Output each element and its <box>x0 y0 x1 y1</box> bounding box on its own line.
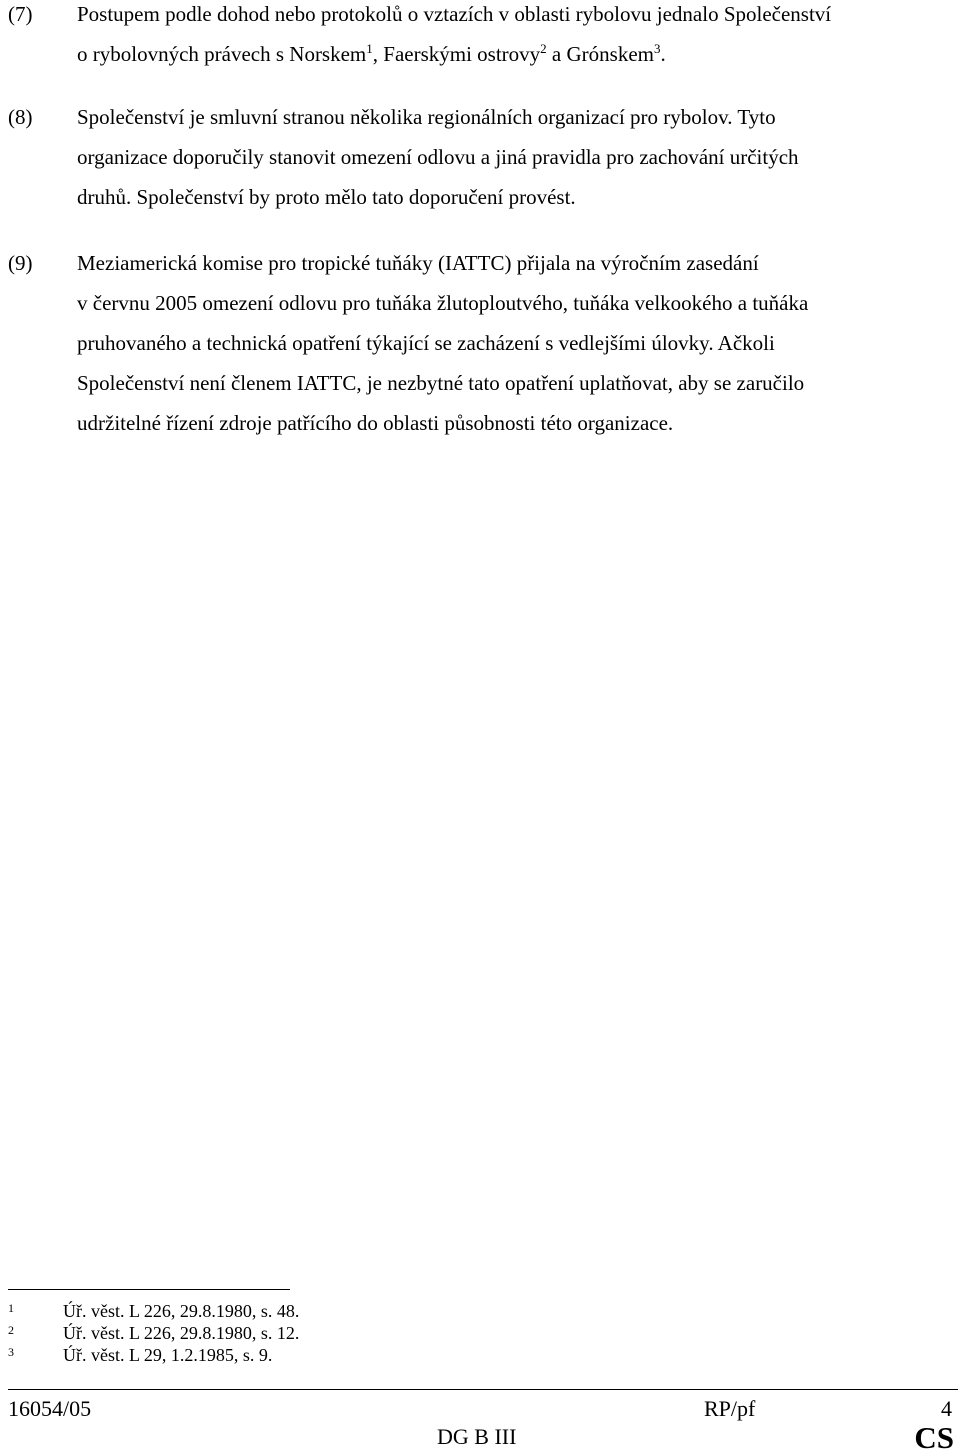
footnote-text: Úř. věst. L 29, 1.2.1985, s. 9. <box>63 1345 273 1365</box>
footer-separator <box>8 1389 958 1390</box>
text-line: udržitelné řízení zdroje patřícího do oblasti působnosti této organizace. <box>77 411 674 435</box>
footnote-number: 1 <box>8 1301 14 1315</box>
directorate-general: DG B III <box>437 1424 517 1449</box>
text-line: Postupem podle dohod nebo protokolů o vztazích v oblasti rybolovu jednalo Společenství <box>77 2 832 26</box>
footnote-text: Úř. věst. L 226, 29.8.1980, s. 12. <box>63 1323 300 1343</box>
footnote-separator <box>8 1289 290 1290</box>
text-segment: a Grónskem <box>546 42 654 66</box>
text-segment: , Faerskými ostrovy <box>372 42 541 66</box>
footnote-ref-3[interactable]: 3 <box>653 41 661 56</box>
paragraph-number: (7) <box>8 2 33 26</box>
language-code: CS <box>914 1420 954 1455</box>
paragraph-number: (8) <box>8 105 33 129</box>
text-line: Společenství je smluvní stranou několika regionálních organizací pro rybolov. Tyto <box>77 105 776 129</box>
text-line: organizace doporučily stanovit omezení odlovu a jiná pravidla pro zachování určitých <box>77 145 799 169</box>
text-line: Meziamerická komise pro tropické tuňáky (IATTC) přijala na výročním zasedání <box>77 251 759 275</box>
text-segment: . <box>660 42 666 66</box>
footnote-number: 2 <box>8 1323 14 1337</box>
footnote-ref-1[interactable]: 1 <box>366 41 373 56</box>
text-line: Společenství není členem IATTC, je nezbytné tato opatření uplatňovat, aby se zaručilo <box>77 371 805 395</box>
paragraph-text <box>77 0 937 74</box>
author-initials: RP/pf <box>704 1396 756 1421</box>
footnote-2 <box>8 1323 908 1347</box>
text-line <box>77 34 937 74</box>
footnote-ref-2[interactable]: 2 <box>540 41 547 56</box>
paragraph-number: (9) <box>8 251 33 275</box>
footnote-3 <box>8 1345 908 1369</box>
text-line: pruhovaného a technická opatření týkající se zacházení s vedlejšími úlovky. Ačkoli <box>77 331 775 355</box>
paragraph-text <box>77 243 937 443</box>
page-number: 4 <box>941 1396 952 1421</box>
text-segment: o rybolovných právech s Norskem <box>77 42 367 66</box>
footnote-1 <box>8 1301 908 1325</box>
footnote-text: Úř. věst. L 226, 29.8.1980, s. 48. <box>63 1301 300 1321</box>
paragraph-text <box>77 97 937 217</box>
footnote-number: 3 <box>8 1345 14 1359</box>
text-line: v červnu 2005 omezení odlovu pro tuňáka žlutoploutvého, tuňáka velkookého a tuňáka <box>77 291 809 315</box>
text-line: druhů. Společenství by proto mělo tato doporučení provést. <box>77 185 576 209</box>
document-reference: 16054/05 <box>8 1396 92 1421</box>
